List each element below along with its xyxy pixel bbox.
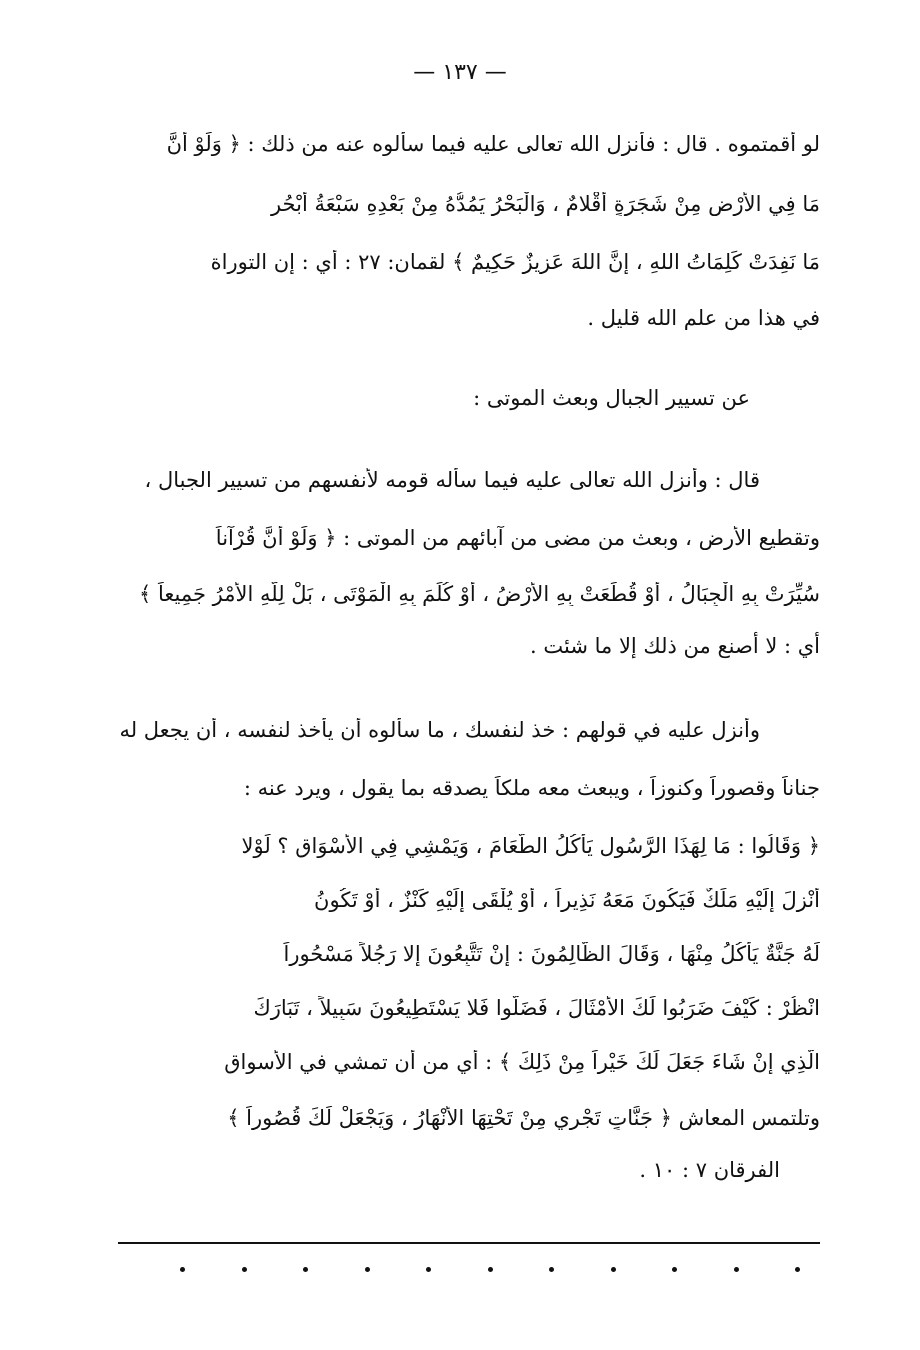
dot-ornament [303,1267,308,1272]
dot-ornament [242,1267,247,1272]
dot-ornament [795,1267,800,1272]
dot-ornament [672,1267,677,1272]
paragraph3-line: لَهُ جَنَّةٌ يَأْكُلُ مِنْهَا ، وَقَالَ الظَّالِمُونَ : إِنْ تَتَّبِعُونَ إِلا رَجُلاً مَسْحُوراً [283,942,820,966]
paragraph2-line: أي : لا أصنع من ذلك إلا ما شئت . [530,634,820,658]
dot-ornament [611,1267,616,1272]
dot-ornament [549,1267,554,1272]
paragraph1-line: مَا فِي الأَرْضِ مِنْ شَجَرَةٍ أَقْلامٌ ، وَالْبَحْرُ يَمُدُّهُ مِنْ بَعْدِهِ سَبْعَةُ أَبْحُرٍ [270,192,820,216]
paragraph3-line: الَّذِي إِنْ شَاءَ جَعَلَ لَكَ خَيْراً مِنْ ذَلِكَ ﴾ : أي من أن تمشي في الأسواق [224,1050,820,1074]
dot-ornament [426,1267,431,1272]
paragraph2-line: سُيِّرَتْ بِهِ الْجِبَالُ ، أَوْ قُطِّعَتْ بِهِ الأَرْضُ ، أَوْ كُلِّمَ بِهِ الْمَوْتَى ، بَلْ لِلَّهِ الأَمْرُ جَمِيعاً ﴾ [139,582,820,606]
dot-ornament [365,1267,370,1272]
paragraph1-line: لو أقمتموه . قال : فأنزل الله تعالى عليه فيما سألوه عنه من ذلك : ﴿ وَلَوْ أَنَّ [166,132,820,156]
decorative-dots [180,1262,800,1276]
dot-ornament [488,1267,493,1272]
paragraph2-line: وتقطيع الأرض ، وبعث من مضى من آبائهم من الموتى : ﴿ وَلَوْ أَنَّ قُرْآناً [215,526,820,550]
paragraph1-line: مَا نَفِدَتْ كَلِمَاتُ اللهِ ، إِنَّ اللهَ عَزِيزٌ حَكِيمٌ ﴾ لقمان: ٢٧ : أي : إن التوراة [210,250,820,274]
dot-ornament [180,1267,185,1272]
page-number: — ١٣٧ — [413,60,507,85]
paragraph3-line: ﴿ وَقَالُوا : مَا لِهَذَا الرَّسُولِ يَأْكُلُ الطَّعَامَ ، وَيَمْشِي فِي الأَسْوَاقِ ؟ لَوْلا [241,834,820,858]
paragraph3-line: الفرقان ٧ : ١٠ . [639,1158,780,1182]
paragraph3-line: وأنزل عليه في قولهم : خذ لنفسك ، ما سألوه أن يأخذ لنفسه ، أن يجعل له [119,718,760,742]
dot-ornament [734,1267,739,1272]
paragraph3-line: وتلتمس المعاش ﴿ جَنَّاتٍ تَجْرِي مِنْ تَحْتِهَا الأَنْهَارُ ، وَيَجْعَلْ لَكَ قُصُوراً ﴾ [227,1106,820,1130]
paragraph2-line: قال : وأنزل الله تعالى عليه فيما سأله قومه لأنفسهم من تسيير الجبال ، [144,468,760,492]
paragraph3-line: أُنْزِلَ إِلَيْهِ مَلَكٌ فَيَكُونَ مَعَهُ نَذِيراً ، أَوْ يُلْقَى إِلَيْهِ كَنْزٌ ، أَوْ تَكُونُ [314,888,820,912]
paragraph3-line: جناناً وقصوراً وكنوزاً ، ويبعث معه ملكاً يصدقه بما يقول ، ويرد عنه : [243,776,820,800]
paragraph1-line: في هذا من علم الله قليل . [587,306,820,330]
paragraph3-line: انْظُرْ : كَيْفَ ضَرَبُوا لَكَ الأَمْثَالَ ، فَضَلُّوا فَلا يَسْتَطِيعُونَ سَبِيلاً ، تَبَارَكَ [253,996,820,1020]
footnote-separator [118,1242,820,1244]
section-heading: عن تسيير الجبال وبعث الموتى : [473,386,750,410]
